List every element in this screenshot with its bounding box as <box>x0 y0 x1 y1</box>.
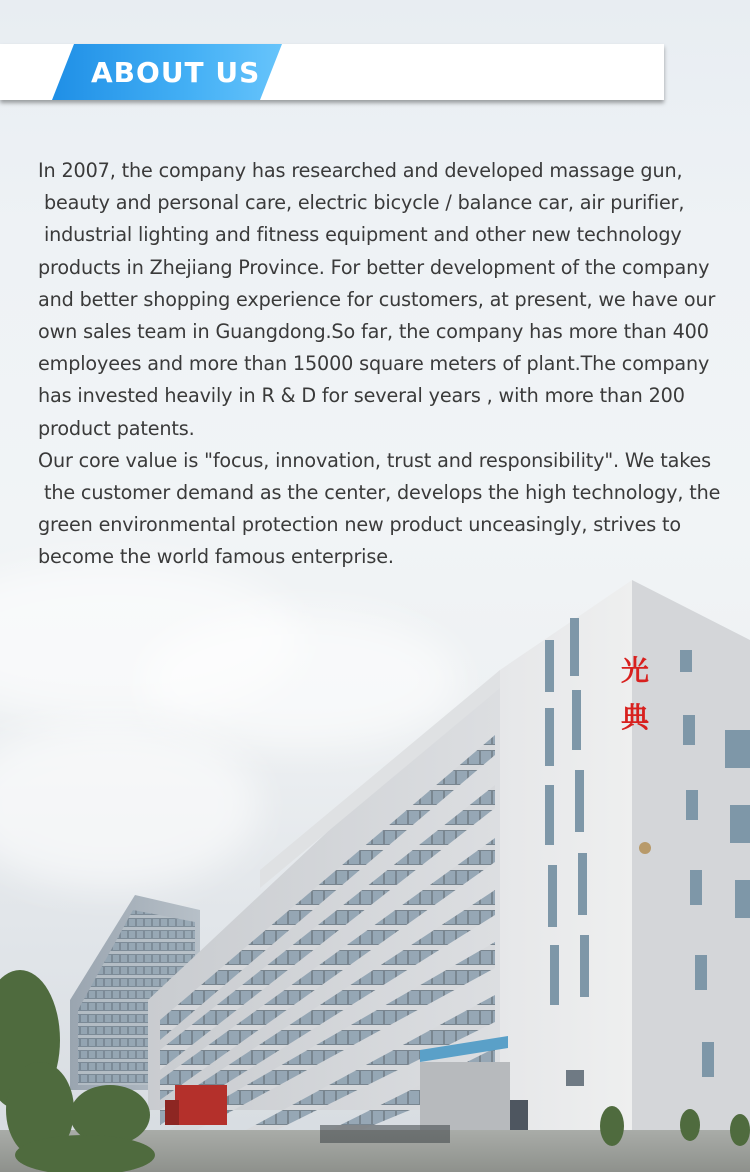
about-line: industrial lighting and fitness equipment and other new technology <box>38 223 682 247</box>
section-title: ABOUT US <box>91 56 261 89</box>
about-line: product patents. <box>38 416 195 440</box>
about-line: become the world famous enterprise. <box>38 545 394 569</box>
about-line: In 2007, the company has researched and developed massage gun, <box>38 159 683 182</box>
about-line: products in Zhejiang Province. For better development of the company <box>38 255 710 279</box>
about-line: green environmental protection new product unceasingly, strives to <box>38 513 682 537</box>
about-line: and better shopping experience for customers, at present, we have our <box>38 287 716 311</box>
svg-text:光: 光 <box>621 654 650 687</box>
about-line: beauty and personal care, electric bicycle / balance car, air purifier, <box>38 191 685 215</box>
about-line: Our core value is "focus, innovation, trust and responsibility". We takes <box>38 448 711 472</box>
about-line: the customer demand as the center, develops the high technology, the <box>38 481 721 505</box>
factory-building-photo <box>0 570 750 1172</box>
about-line: own sales team in Guangdong.So far, the company has more than 400 <box>38 320 709 344</box>
about-paragraph <box>38 155 728 574</box>
about-line: employees and more than 15000 square meters of plant.The company <box>38 352 710 376</box>
svg-text:典: 典 <box>621 701 650 734</box>
about-line: has invested heavily in R & D for several years , with more than 200 <box>38 384 685 408</box>
